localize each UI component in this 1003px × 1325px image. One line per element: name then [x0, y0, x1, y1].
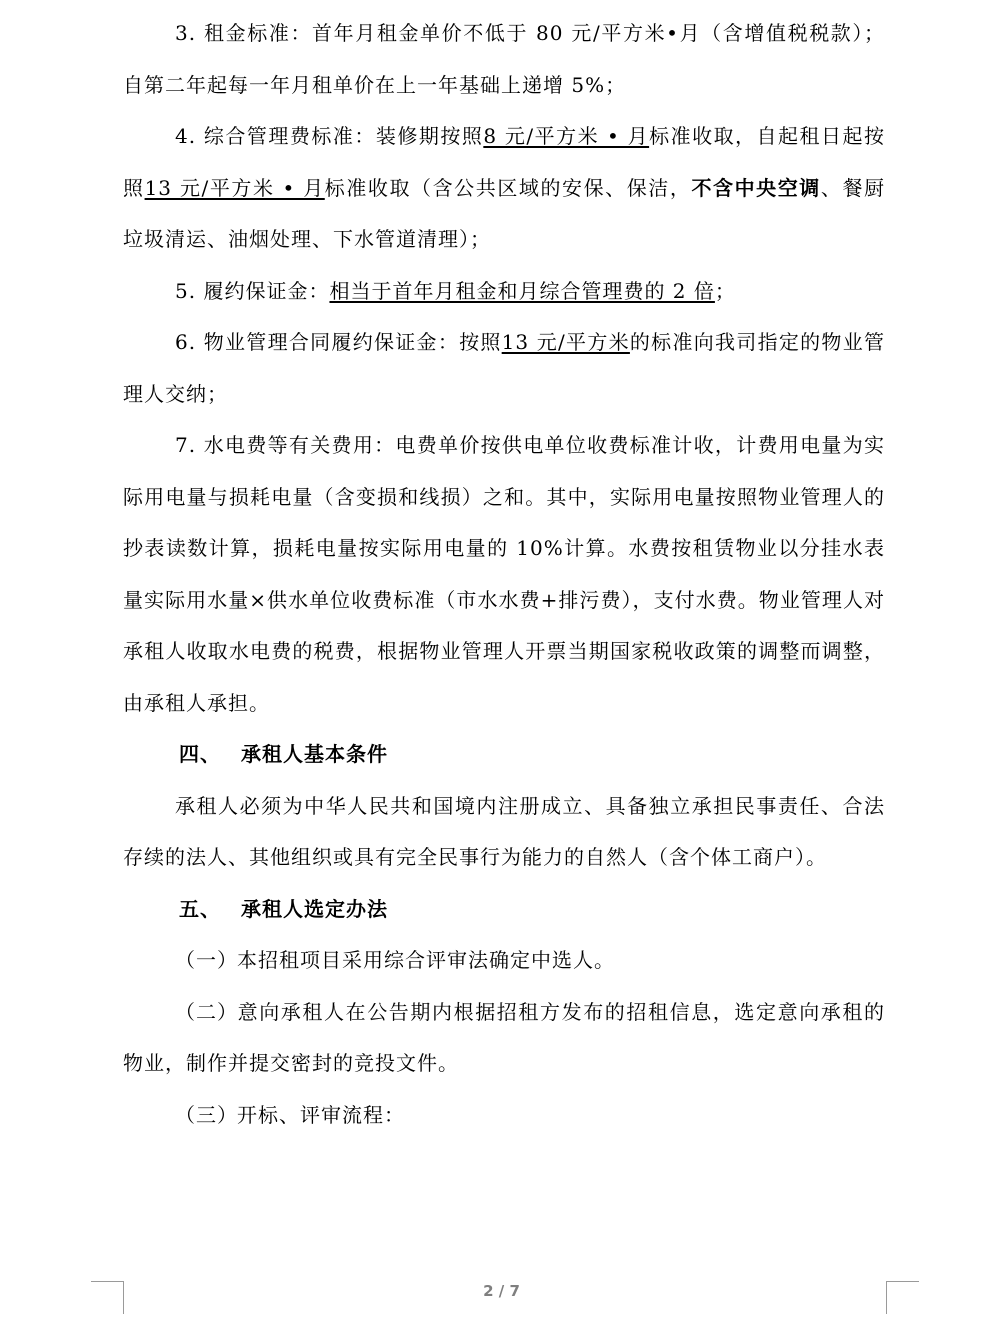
section-5-item-2 — [123, 987, 885, 1090]
page-number: 2 / 7 — [483, 1282, 520, 1300]
paragraph-property-bond — [123, 317, 885, 420]
section-4-body-text: 承租人必须为中华人民共和国境内注册成立、具备独立承担民事责任、合法存续的法人、其他组织或具有完全民事行为能力的自然人（含个体工商户）。 — [123, 793, 885, 869]
paragraph-management-fee — [123, 111, 885, 266]
property-bond-text-a: 6. 物业管理合同履约保证金：按照 — [175, 330, 502, 354]
section-4-title: 承租人基本条件 — [241, 742, 388, 766]
management-fee-exclusion: 不含中央空调 — [691, 175, 821, 200]
section-4-body — [123, 781, 885, 884]
document-body — [123, 8, 885, 1141]
section-heading-4 — [123, 729, 885, 781]
section-5-item-3-text: 开标、评审流程： — [237, 1102, 405, 1127]
management-fee-decoration-rate: 8 元/平方米 • 月 — [483, 124, 650, 148]
section-5-item-2-number: （二） — [175, 999, 238, 1024]
paragraph-performance-bond — [123, 266, 885, 318]
management-fee-text-c: 标准收取（含公共区域的安保、保洁， — [324, 175, 692, 200]
section-5-item-1 — [123, 935, 885, 987]
section-heading-5 — [123, 884, 885, 936]
property-bond-rate: 13 元/平方米 — [501, 330, 630, 354]
section-5-item-2-text: 意向承租人在公告期内根据招租方发布的招租信息，选定意向承租的物业，制作并提交密封的竞投文件。 — [123, 999, 885, 1075]
section-4-number: 四、 — [179, 742, 221, 766]
paragraph-rent-standard — [123, 8, 885, 111]
performance-bond-amount: 相当于首年月租金和月综合管理费的 2 倍 — [329, 278, 715, 303]
management-fee-text-d: 、餐厨垃圾清运、油烟处理、下水管道清理）； — [123, 175, 886, 251]
property-bond-text-b: 的标准向我司指定的物业管理人交纳； — [123, 330, 885, 406]
management-fee-text-a: 4. 综合管理费标准：装修期按照 — [175, 124, 484, 148]
rent-standard-text: 3. 租金标准：首年月租金单价不低于 80 元/平方米•月（含增值税税款）；自第二年起每一年月租单价在上一年基础上递增 5%； — [123, 21, 885, 97]
performance-bond-text-b: ； — [714, 278, 736, 303]
section-5-item-3-number: （三） — [175, 1102, 238, 1127]
section-5-item-1-number: （一） — [175, 948, 238, 972]
paragraph-utility-fees — [123, 420, 885, 729]
section-5-number: 五、 — [179, 896, 221, 921]
section-5-item-1-text: 本招租项目采用综合评审法确定中选人。 — [237, 948, 615, 972]
management-fee-rent-rate: 13 元/平方米 • 月 — [144, 175, 325, 200]
utility-fees-text: 7. 水电费等有关费用：电费单价按供电单位收费标准计收，计费用电量为实际用电量与损耗电量（含变损和线损）之和。其中，实际用电量按照物业管理人的抄表读数计算，损耗电量按实际用电量的 10%计算。水费按租赁物业以分挂水表量实际用水量×供水单位收费标准（市水水费+排污费），支付水费。物业管理人对承租人收取水电费的税费，根据物业管理人开票当期国家税收政策的调整而调整，由承租人承担。 — [123, 433, 885, 715]
section-5-item-3 — [123, 1090, 885, 1142]
performance-bond-text-a: 5. 履约保证金： — [175, 278, 330, 303]
section-5-title: 承租人选定办法 — [241, 896, 388, 921]
management-fee-text-b: 标准收取，自起租日起按照 — [123, 124, 886, 200]
